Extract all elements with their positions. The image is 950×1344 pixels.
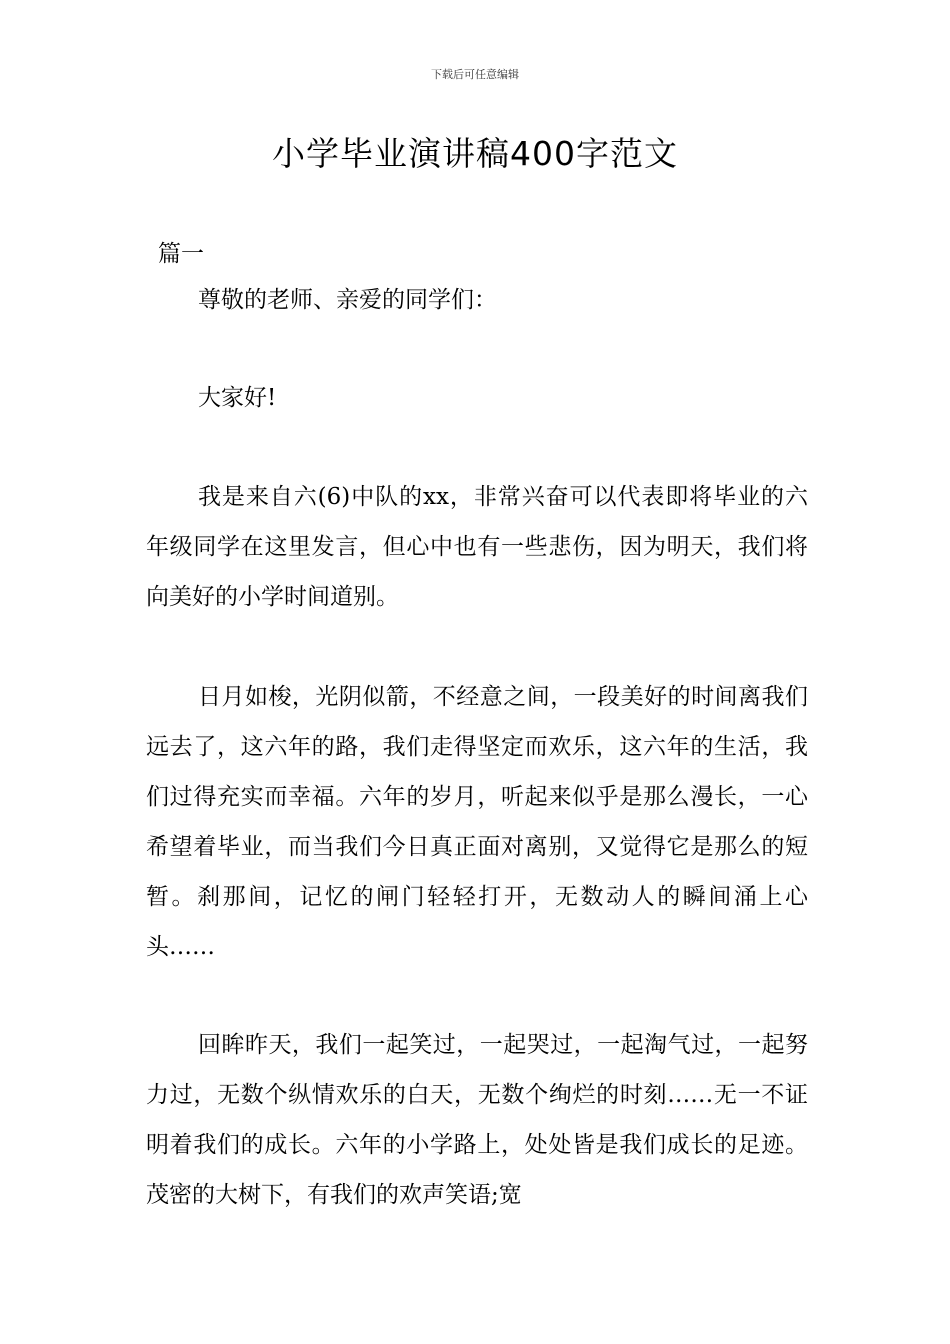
body-paragraph: 日月如梭，光阴似箭，不经意之间，一段美好的时间离我们远去了，这六年的路，我们走得坚定而欢乐，这六年的生活，我们过得充实而幸福。六年的岁月，听起来似乎是那么漫长，一心希望着毕业，而当我们今日真正面对离别，又觉得它是那么的短暂。刹那间，记忆的闸门轻轻打开，无数动人的瞬间涌上心头…… (146, 684, 808, 960)
section-label: 篇一 (158, 241, 204, 267)
greeting-paragraph: 大家好! (198, 385, 277, 411)
download-note: 下载后可任意编辑 (431, 68, 519, 81)
salutation-paragraph: 尊敬的老师、亲爱的同学们： (198, 287, 497, 313)
intro-paragraph: 我是来自六(6)中队的xx，非常兴奋可以代表即将毕业的六年级同学在这里发言，但心中也有一些悲伤，因为明天，我们将向美好的小学时间道别。 (146, 484, 808, 610)
page-title: 小学毕业演讲稿400字范文 (272, 134, 678, 173)
body-paragraph: 回眸昨天，我们一起笑过，一起哭过，一起淘气过，一起努力过，无数个纵情欢乐的白天，无数个绚烂的时刻……无一不证明着我们的成长。六年的小学路上，处处皆是我们成长的足迹。茂密的大树下，有我们的欢声笑语;宽 (146, 1032, 808, 1208)
